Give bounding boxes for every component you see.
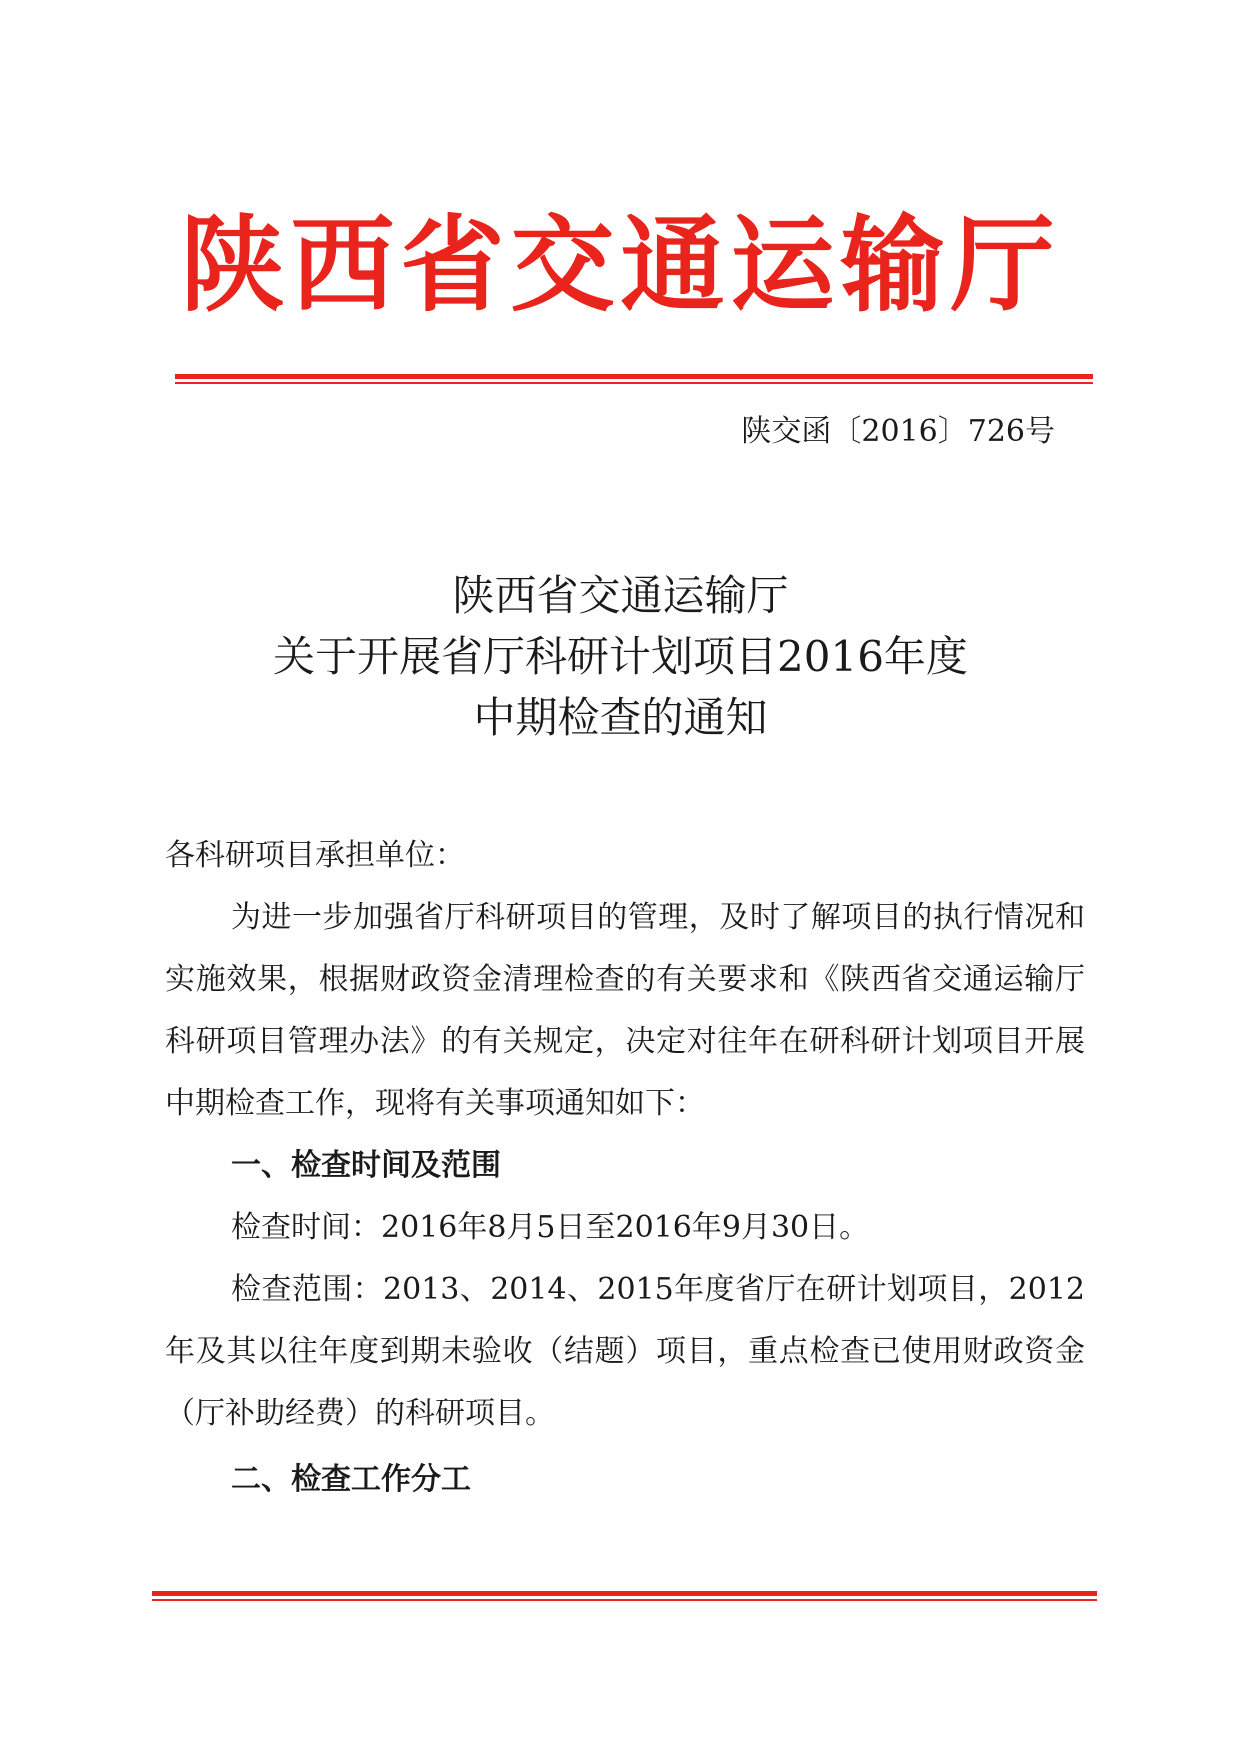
section-2-heading: 二、检查工作分工 bbox=[231, 1462, 471, 1497]
salutation: 各科研项目承担单位： bbox=[165, 838, 465, 873]
document-number: 陕交函〔2016〕726号 bbox=[741, 414, 1055, 449]
masthead-title: 陕西省交通运输厅 bbox=[180, 203, 1061, 326]
title-line-2: 关于开展省厅科研计划项目2016年度 bbox=[273, 632, 968, 681]
intro-paragraph: 为进一步加强省厅科研项目的管理，及时了解项目的执行情况和实施效果，根据财政资金清理检查的有关要求和《陕西省交通运输厅科研项目管理办法》的有关规定，决定对往年在研科研计划项目开展中期检查工作，现将有关事项通知如下： bbox=[165, 900, 1085, 1121]
section-1-heading: 一、检查时间及范围 bbox=[231, 1148, 501, 1183]
title-line-1: 陕西省交通运输厅 bbox=[452, 571, 789, 620]
inspection-time-paragraph: 检查时间：2016年8月5日至2016年9月30日。 bbox=[231, 1210, 870, 1245]
inspection-scope-paragraph: 检查范围：2013、2014、2015年度省厅在研计划项目，2012年及其以往年度到期未验收（结题）项目，重点检查已使用财政资金（厅补助经费）的科研项目。 bbox=[165, 1272, 1085, 1431]
red-rule-thick-line bbox=[175, 374, 1093, 379]
footer-rule-thick-line bbox=[152, 1591, 1097, 1596]
red-rule-thin-line bbox=[175, 382, 1093, 384]
title-line-3: 中期检查的通知 bbox=[473, 693, 768, 742]
footer-red-rule bbox=[152, 1591, 1097, 1603]
document-title bbox=[0, 565, 1241, 748]
document-body bbox=[165, 825, 1085, 1511]
footer-rule-thin-line bbox=[152, 1599, 1097, 1601]
masthead-red-rule bbox=[175, 374, 1093, 386]
